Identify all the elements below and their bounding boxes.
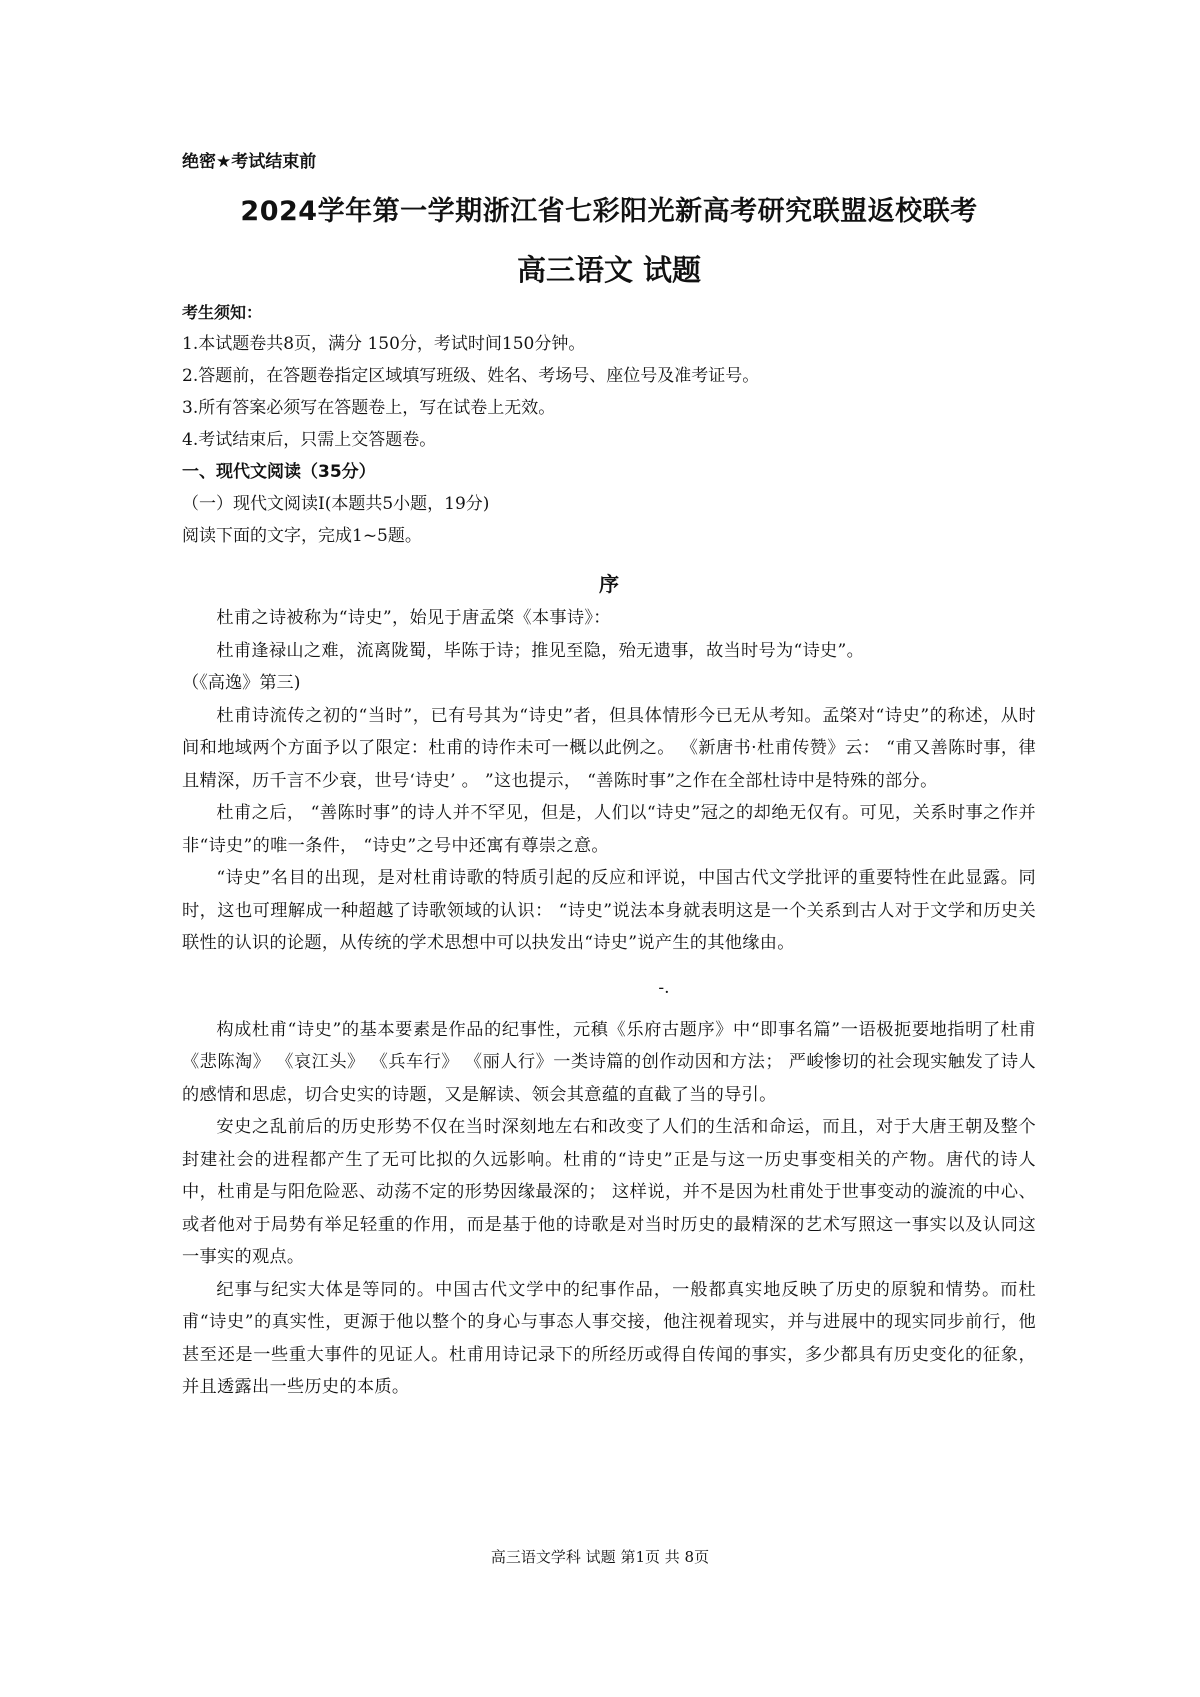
confidential-label: 绝密★考试结束前 <box>182 152 317 172</box>
page-content <box>182 150 1036 1404</box>
article-citation: （《高逸》第三) <box>182 673 301 693</box>
article-paragraph: 纪事与纪实大体是等同的。中国古代文学中的纪事作品，一般都真实地反映了历史的原貌和情势。而杜甫“诗史”的真实性，更源于他以整个的身心与事态人事交接，他注视着现实，并与进展中的现实同步前行，他甚至还是一些重大事件的见证人。杜甫用诗记录下的所经历或得自传闻的事实，多少都具有历史变化的征象，并且透露出一些历史的本质。 <box>182 1279 1036 1397</box>
article-paragraph: 构成杜甫“诗史”的基本要素是作品的纪事性，元稹《乐府古题序》中“即事名篇”一语极扼要地指明了杜甫《悲陈淘》 《哀江头》 《兵车行》 《丽人行》一类诗篇的创作动因和方法； 严峻惨切的社会现实触发了诗人的感情和思虑，切合史实的诗题，又是解读、领会其意蕴的直截了当的导引。 <box>182 1019 1036 1105</box>
article-paragraph: 杜甫诗流传之初的“当时”，已有号其为“诗史”者，但具体情形今已无从考知。孟棨对“诗史”的称述，从时间和地域两个方面予以了限定：杜甫的诗作未可一概以此例之。 《新唐书·杜甫传赞》云： “甫又善陈时事，律且精深，历千言不少衰，世号‘诗史’ 。 ”这也提示， “善陈时事”之作在全部杜诗中是特殊的部分。 <box>182 705 1036 791</box>
exam-subtitle: 高三语文 试题 <box>516 253 702 287</box>
notice-item: 4.考试结束后，只需上交答题卷。 <box>182 430 437 450</box>
article-paragraph: 安史之乱前后的历史形势不仅在当时深刻地左右和改变了人们的生活和命运，而且，对于大唐王朝及整个封建社会的进程都产生了无可比拟的久远影响。杜甫的“诗史”正是与这一历史事变相关的产物。唐代的诗人中，杜甫是与阳危险恶、动荡不定的形势因缘最深的； 这样说，并不是因为杜甫处于世事变动的漩流的中心、或者他对于局势有举足轻重的作用，而是基于他的诗歌是对当时历史的最精深的艺术写照这一事实以及认同这一事实的观点。 <box>182 1117 1036 1267</box>
article-paragraph: 杜甫之后， “善陈时事”的诗人并不罕见，但是，人们以“诗史”冠之的却绝无仅有。可见，关系时事之作并非“诗史”的唯一条件， “诗史”之号中还寓有尊崇之意。 <box>182 803 1036 856</box>
notice-item: 2.答题前，在答题卷指定区域填写班级、姓名、考场号、座位号及准考证号。 <box>182 366 760 386</box>
section-instruction: 阅读下面的文字，完成1~5题。 <box>182 526 422 546</box>
notice-heading: 考生须知： <box>182 303 263 322</box>
article-quote: 杜甫逢禄山之难，流离陇蜀，毕陈于诗；推见至隐，殆无遗事，故当时号为“诗史”。 <box>216 640 865 661</box>
exam-title: 2024学年第一学期浙江省七彩阳光新高考研究联盟返校联考 <box>240 196 978 227</box>
exam-notice <box>182 298 1036 456</box>
page-footer: 高三语文学科 试题 第1页 共 8页 <box>490 1548 710 1566</box>
article-paragraph: “诗史”名目的出现，是对杜甫诗歌的特质引起的反应和评说，中国古代文学批评的重要特性在此显露。同时，这也可理解成一种超越了诗歌领域的认识： “诗史”说法本身就表明这是一个关系到古人对于文学和历史关联性的认识的论题，从传统的学术思想中可以抉发出“诗史”说产生的其他缘由。 <box>182 868 1036 953</box>
notice-item: 3.所有答案必须写在答题卷上，写在试卷上无效。 <box>182 398 556 418</box>
section-subheading: （一）现代文阅读Ⅰ(本题共5小题，19分) <box>182 494 490 514</box>
section-heading: 一、现代文阅读（35分） <box>182 462 376 482</box>
section-divider: -. <box>658 977 670 998</box>
notice-item: 1.本试题卷共8页，满分 150分，考试时间150分钟。 <box>182 334 586 354</box>
article-title: 序 <box>599 572 619 596</box>
article-paragraph: 杜甫之诗被称为“诗史”，始见于唐孟棨《本事诗》： <box>216 608 611 628</box>
reading-article <box>182 566 1036 1404</box>
